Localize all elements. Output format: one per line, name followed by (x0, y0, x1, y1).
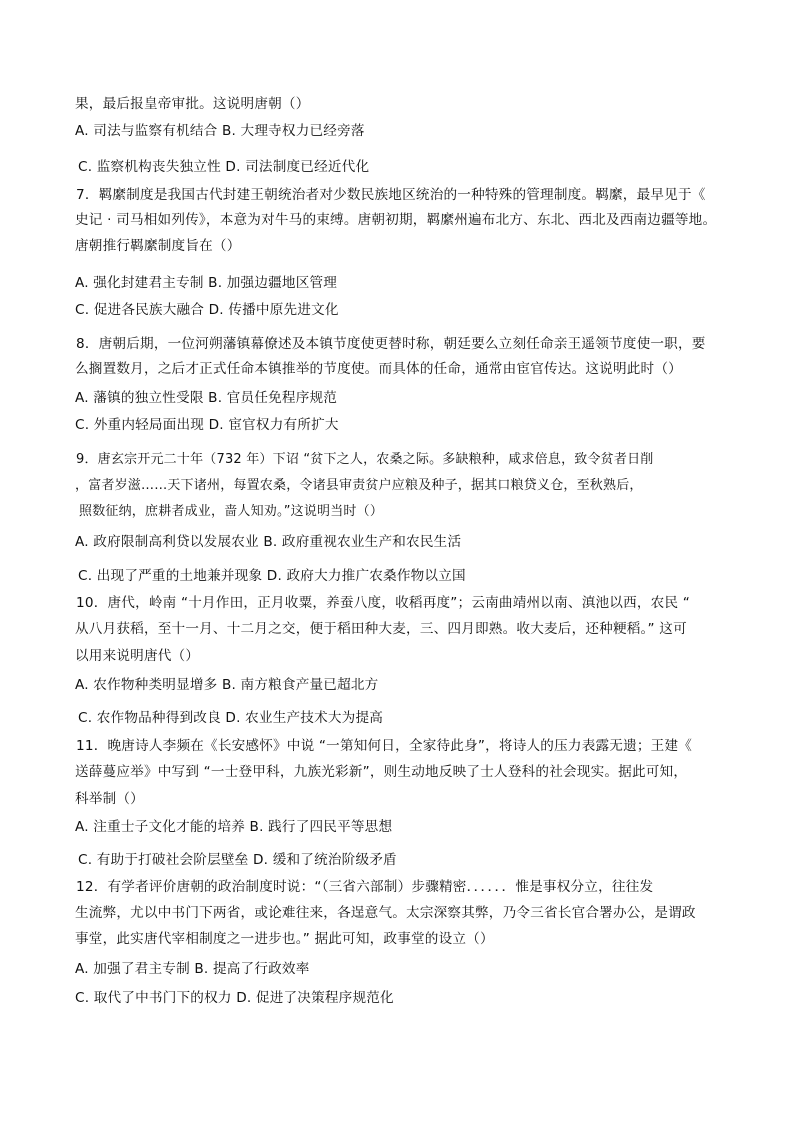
q9-options-cd: C. 出现了严重的土地兼并现象 D. 政府大力推广农桑作物以立国 (78, 568, 466, 584)
q6-options-cd: C. 监察机构丧失独立性 D. 司法制度已经近代化 (78, 159, 370, 175)
q12-stem-line1: 12．有学者评价唐朝的政治制度时说：“（三省六部制）步骤精密．．．．．．惟是事权分立，往往发 (76, 879, 654, 895)
q9-options-ab: A. 政府限制高利贷以发展农业 B. 政府重视农业生产和农民生活 (75, 534, 462, 550)
q9-stem-line1: 9．唐玄宗开元二十年（732 年）下诏 “贫下之人，农桑之际。多缺粮种，咸求倍息，致令贫者日削 (76, 452, 654, 467)
q12-stem-line3: 事堂，此实唐代宰相制度之一进步也。” 据此可知，政事堂的设立（） (75, 931, 494, 947)
q10-stem-line2: 从八月获稻，至十一月、十二月之交，便于稻田种大麦，三、四月即熟。收大麦后，还种粳稻。” 这可 (75, 621, 687, 637)
q6-options-ab: A. 司法与监察有机结合 B. 大理寺权力已经旁落 (75, 123, 365, 139)
q7-stem-line3: 唐朝推行羁縻制度旨在（） (75, 238, 241, 254)
q6-stem-end: 果，最后报皇帝审批。这说明唐朝（） (75, 96, 310, 112)
q12-stem-line2: 生流弊，尤以中书门下两省，或论难往来，各逞意气。太宗深察其弊，乃令三省长官合署办公，是谓政 (75, 905, 696, 921)
q7-options-ab: A. 强化封建君主专制 B. 加强边疆地区管理 (75, 275, 338, 291)
q11-stem-line3: 科举制（） (75, 791, 144, 807)
q8-options-cd: C. 外重内轻局面出现 D. 宦官权力有所扩大 (75, 417, 339, 433)
q12-options-ab: A. 加强了君主专制 B. 提高了行政效率 (75, 961, 310, 977)
q11-options-cd: C. 有助于打破社会阶层壁垒 D. 缓和了统治阶级矛盾 (78, 852, 397, 868)
q11-stem-line1: 11．晚唐诗人李频在《长安感怀》中说 “一第知何日，全家待此身”，将诗人的压力表露无遗；王建《 (76, 738, 693, 754)
q8-stem-line2: 么搁置数月，之后才正式任命本镇推举的节度使。而具体的任命，通常由宦官传达。这说明此时（） (75, 361, 682, 377)
q8-stem-line1: 8．唐朝后期，一位河朔藩镇幕僚述及本镇节度使更替时称，朝廷要么立刻任命亲王遥领节度使一职，要 (76, 336, 706, 352)
q7-options-cd: C. 促进各民族大融合 D. 传播中原先进文化 (75, 302, 339, 318)
q9-stem-line3: 照数征纳，庶耕者成业，啬人知劝。”这说明当时（） (79, 504, 384, 519)
q11-options-ab: A. 注重士子文化才能的培养 B. 践行了四民平等思想 (75, 819, 393, 835)
q9-stem-line2: ，富者岁滋……天下诸州，每置农桑，令诸县审责贫户应粮及种子，据其口粮贷义仓，至秋熟后， (75, 478, 643, 493)
q8-options-ab: A. 藩镇的独立性受限 B. 官员任免程序规范 (75, 390, 338, 406)
q10-stem-line1: 10．唐代，岭南 “十月作田，正月收粟，养蚕八度，收稻再度”；云南曲靖州以南、滇池以西，农民 “ (76, 595, 691, 611)
q10-stem-line3: 以用来说明唐代（） (75, 648, 200, 664)
q12-options-cd: C. 取代了中书门下的权力 D. 促进了决策程序规范化 (75, 990, 394, 1006)
q10-options-ab: A. 农作物种类明显增多 B. 南方粮食产量已超北方 (75, 677, 379, 693)
q7-stem-line2: 史记 · 司马相如列传》，本意为对牛马的束缚。唐朝初期，羁縻州遍布北方、东北、西北及西南边疆等地。 (75, 212, 717, 228)
q11-stem-line2: 送薛蔓应举》中写到 “一士登甲科，九族光彩新”，则生动地反映了士人登科的社会现实。据此可知， (75, 764, 688, 780)
q7-stem-line1: 7．羁縻制度是我国古代封建王朝统治者对少数民族地区统治的一种特殊的管理制度。羁縻，最早见于《 (76, 187, 706, 203)
q10-options-cd: C. 农作物品种得到改良 D. 农业生产技术大为提高 (78, 710, 384, 726)
